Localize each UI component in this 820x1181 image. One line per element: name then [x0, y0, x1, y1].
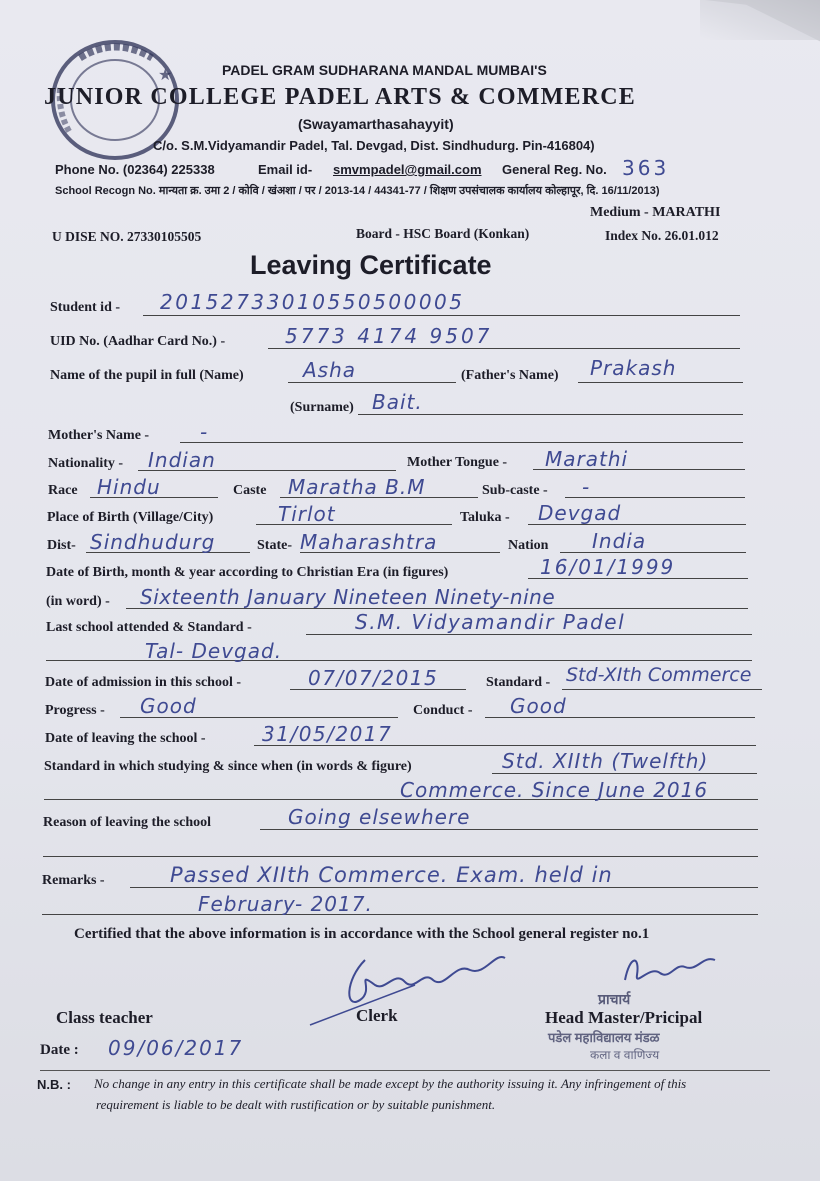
college-subtitle: (Swayamarthasahayyit)	[298, 116, 454, 132]
mother-label: Mother's Name -	[48, 428, 150, 443]
field-line	[260, 829, 758, 830]
admission-label: Date of admission in this school -	[45, 675, 242, 690]
conduct-value: Good	[510, 694, 567, 718]
dob-value: 16/01/1999	[540, 555, 676, 579]
clerk-signature	[305, 940, 535, 1030]
surname-label: (Surname)	[290, 400, 354, 415]
student-id-value: 20152733010550500005	[160, 290, 465, 314]
pupil-name: Asha	[303, 358, 357, 382]
uid-label: UID No. (Aadhar Card No.) -	[50, 334, 226, 349]
surname-value: Bait.	[372, 390, 423, 414]
field-line	[565, 497, 745, 498]
standard-label: Standard -	[486, 675, 551, 690]
phone-number: Phone No. (02364) 225338	[55, 162, 215, 177]
reason-label: Reason of leaving the school	[43, 815, 211, 830]
last-school-value: S.M. Vidyamandir Padel	[355, 610, 626, 634]
birthplace-label: Place of Birth (Village/City)	[47, 510, 214, 525]
field-line	[288, 382, 456, 383]
nb-text-line1: No change in any entry in this certificate shall be made except by the authority issuing it. Any infringement of this	[94, 1076, 687, 1091]
leaving-label: Date of leaving the school -	[45, 731, 206, 746]
nb-label: N.B. :	[37, 1077, 71, 1092]
field-line	[180, 442, 743, 443]
email-label: Email id-	[258, 162, 313, 177]
nationality-value: Indian	[148, 448, 216, 472]
medium: Medium - MARATHI	[590, 205, 721, 220]
standard-value: Std-XIth Commerce	[566, 664, 752, 686]
subcaste-value: -	[582, 475, 591, 499]
clerk-label: Clerk	[356, 1006, 398, 1025]
nation-value: India	[592, 529, 647, 553]
field-line	[578, 382, 743, 383]
headmaster-label: Head Master/Pricipal	[545, 1008, 703, 1027]
remarks-value: Passed XIIth Commerce. Exam. held in	[170, 863, 613, 887]
last-school-value-cont: Tal- Devgad.	[145, 639, 283, 663]
date-label: Date :	[40, 1042, 79, 1058]
uid-value: 5773 4174 9507	[285, 324, 493, 348]
conduct-label: Conduct -	[413, 703, 473, 718]
email-link[interactable]: smvmpadel@gmail.com	[333, 162, 482, 177]
dist-value: Sindhudurg	[90, 530, 216, 554]
board-name: Board - HSC Board (Konkan)	[356, 226, 530, 241]
field-line	[43, 856, 758, 857]
taluka-label: Taluka -	[460, 510, 510, 525]
school-recognition: School Recogn No. मान्यता क्र. उमा 2 / कोवि / खंअशा / पर / 2013-14 / 44341-77 / शिक्षण उपसंचालक कार्यालय कोल्हापूर, दि. 16/11/2013)	[55, 185, 660, 197]
svg-text:★: ★	[158, 67, 173, 84]
page-title: Leaving Certificate	[250, 250, 492, 280]
field-line	[560, 552, 746, 553]
field-line	[268, 348, 740, 349]
last-school-label: Last school attended & Standard -	[46, 620, 252, 635]
college-address: C/o. S.M.Vidyamandir Padel, Tal. Devgad, Dist. Sindhudurg. Pin-416804)	[153, 138, 595, 153]
subcaste-label: Sub-caste -	[482, 483, 548, 498]
state-label: State-	[257, 538, 292, 553]
index-number: Index No. 26.01.012	[605, 228, 719, 243]
field-line	[492, 773, 757, 774]
field-line	[143, 315, 740, 316]
caste-label: Caste	[233, 483, 267, 498]
field-line	[306, 634, 752, 635]
field-line	[42, 914, 758, 915]
date-value: 09/06/2017	[108, 1036, 244, 1060]
reason-value: Going elsewhere	[288, 805, 471, 829]
admission-value: 07/07/2015	[308, 666, 439, 690]
principal-stamp-faculty: कला व वाणिज्य	[590, 1048, 660, 1062]
field-line	[562, 689, 762, 690]
state-value: Maharashtra	[300, 530, 438, 554]
progress-label: Progress -	[45, 703, 105, 718]
remarks-label: Remarks -	[42, 873, 105, 888]
progress-value: Good	[140, 694, 197, 718]
field-line	[130, 887, 758, 888]
race-value: Hindu	[97, 475, 161, 499]
dob-label: Date of Birth, month & year according to Christian Era (in figures)	[46, 565, 449, 580]
studying-value: Std. XIIth (Twelfth)	[502, 749, 709, 773]
nationality-label: Nationality -	[48, 456, 124, 471]
dist-label: Dist-	[47, 538, 76, 553]
father-label: (Father's Name)	[461, 368, 559, 383]
udise-number: U DISE NO. 27330105505	[52, 229, 202, 244]
page-fold	[700, 0, 820, 40]
taluka-value: Devgad	[538, 501, 622, 525]
mother-tongue-label: Mother Tongue -	[407, 455, 508, 470]
race-label: Race	[48, 483, 78, 498]
principal-stamp-title: प्राचार्य	[598, 991, 631, 1007]
field-line	[358, 414, 743, 415]
class-teacher-label: Class teacher	[56, 1008, 153, 1027]
mother-name: -	[200, 420, 209, 444]
remarks-value-cont: February- 2017.	[198, 892, 373, 916]
caste-value: Maratha B.M	[288, 475, 426, 499]
student-id-label: Student id -	[50, 300, 121, 315]
father-name: Prakash	[590, 356, 677, 380]
principal-signature	[615, 945, 725, 995]
dob-word-value: Sixteenth January Nineteen Ninety-nine	[140, 585, 556, 609]
reg-value: 363	[622, 156, 670, 180]
studying-value-cont: Commerce. Since June 2016	[400, 778, 709, 802]
college-name: JUNIOR COLLEGE PADEL ARTS & COMMERCE	[44, 84, 636, 110]
mother-tongue-value: Marathi	[545, 447, 629, 471]
principal-stamp-college: पडेल महाविद्यालय मंडळ	[548, 1030, 660, 1045]
certified-statement: Certified that the above information is in accordance with the School general register no.1	[74, 926, 650, 942]
reg-label: General Reg. No.	[502, 162, 607, 177]
name-label: Name of the pupil in full (Name)	[50, 368, 244, 383]
studying-label: Standard in which studying & since when (in words & figure)	[44, 759, 412, 774]
dob-word-label: (in word) -	[46, 594, 110, 609]
nation-label: Nation	[508, 538, 549, 553]
footer-line	[40, 1070, 770, 1071]
leaving-value: 31/05/2017	[262, 722, 393, 746]
birthplace-value: Tirlot	[278, 502, 336, 526]
nb-text-line2: requirement is liable to be dealt with rustification or by suitable punishment.	[96, 1097, 496, 1112]
org-name: PADEL GRAM SUDHARANA MANDAL MUMBAI'S	[222, 62, 547, 78]
